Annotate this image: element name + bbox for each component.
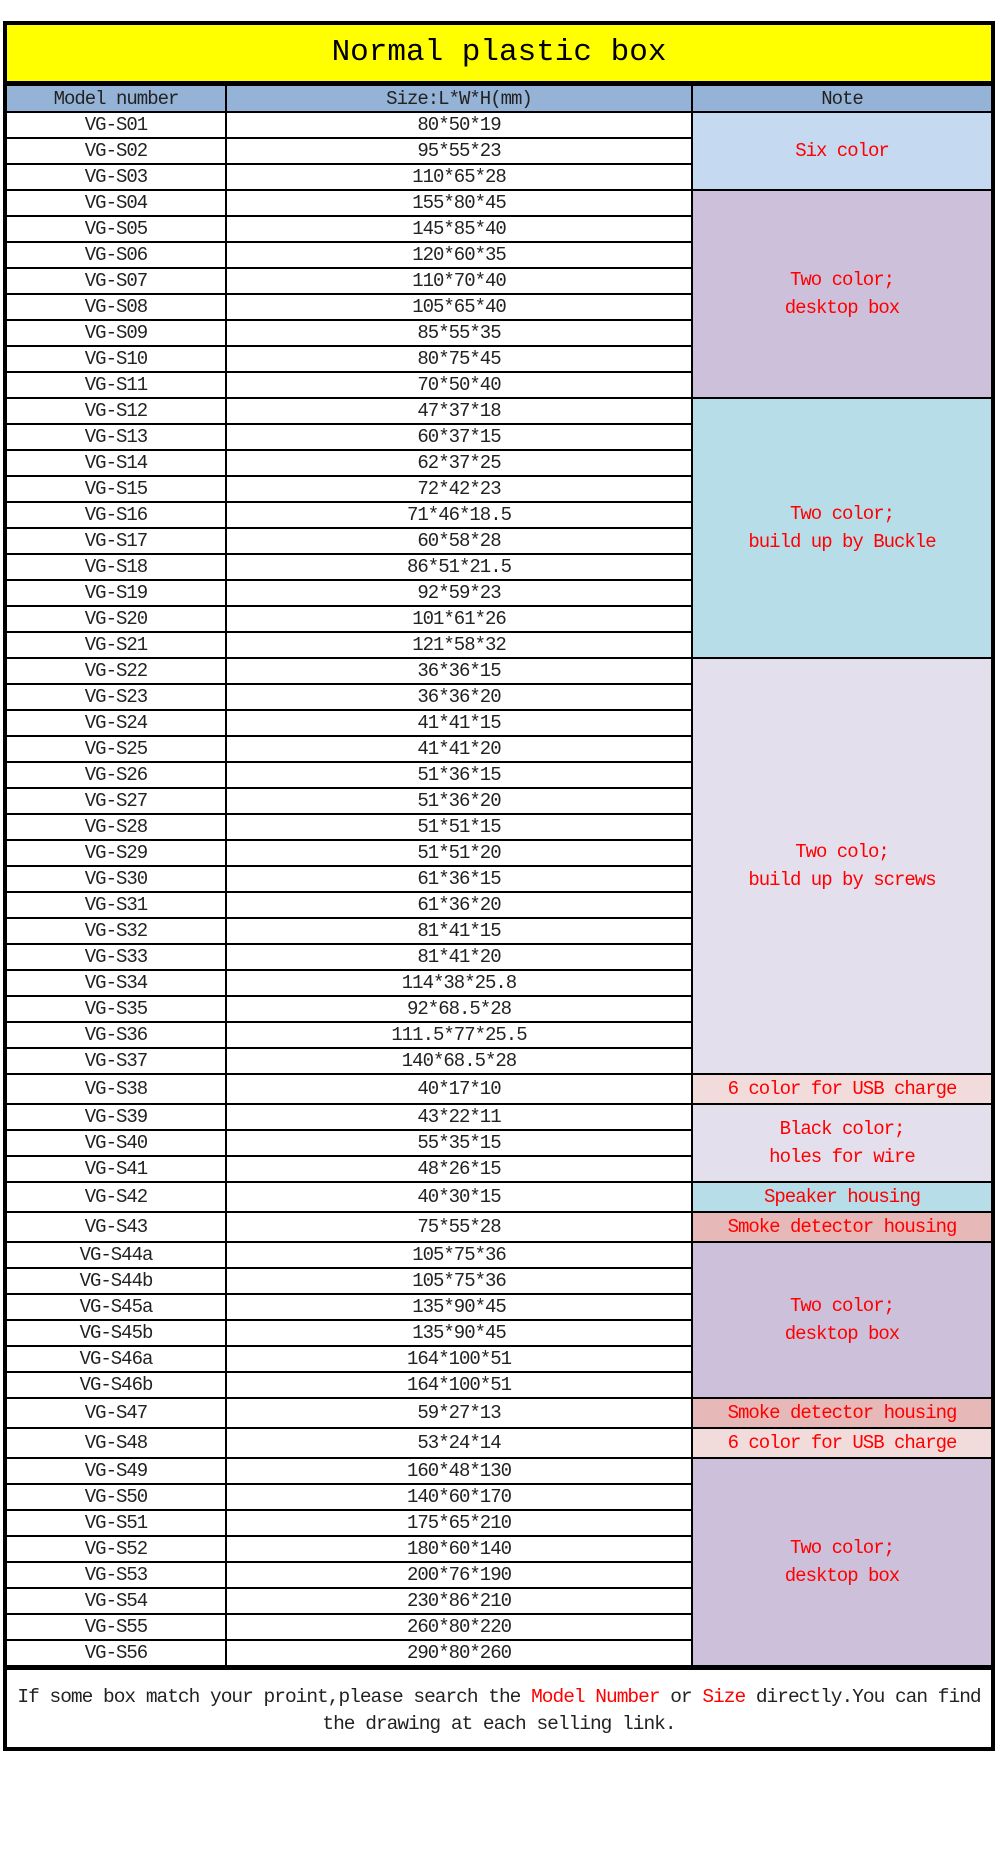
- size-cell: 80*50*19: [226, 112, 692, 138]
- model-cell: VG-S08: [7, 294, 226, 320]
- model-cell: VG-S25: [7, 736, 226, 762]
- model-cell: VG-S13: [7, 424, 226, 450]
- model-cell: VG-S53: [7, 1562, 226, 1588]
- size-cell: 60*37*15: [226, 424, 692, 450]
- header-note: Note: [692, 85, 991, 112]
- size-cell: 290*80*260: [226, 1640, 692, 1666]
- table-header-row: [7, 85, 991, 112]
- model-cell: VG-S48: [7, 1428, 226, 1458]
- size-cell: 160*48*130: [226, 1458, 692, 1484]
- table-body: [7, 112, 991, 1666]
- size-cell: 110*70*40: [226, 268, 692, 294]
- model-cell: VG-S29: [7, 840, 226, 866]
- size-cell: 135*90*45: [226, 1320, 692, 1346]
- model-cell: VG-S39: [7, 1104, 226, 1130]
- size-cell: 41*41*15: [226, 710, 692, 736]
- size-cell: 36*36*20: [226, 684, 692, 710]
- size-cell: 47*37*18: [226, 398, 692, 424]
- size-cell: 80*75*45: [226, 346, 692, 372]
- model-cell: VG-S04: [7, 190, 226, 216]
- model-cell: VG-S50: [7, 1484, 226, 1510]
- model-cell: VG-S52: [7, 1536, 226, 1562]
- model-cell: VG-S44a: [7, 1242, 226, 1268]
- footer-text-1: If some box match your proint,please search the: [17, 1686, 532, 1708]
- model-cell: VG-S32: [7, 918, 226, 944]
- size-cell: 51*36*20: [226, 788, 692, 814]
- model-cell: VG-S02: [7, 138, 226, 164]
- model-cell: VG-S20: [7, 606, 226, 632]
- size-cell: 36*36*15: [226, 658, 692, 684]
- model-cell: VG-S24: [7, 710, 226, 736]
- note-cell: Smoke detector housing: [692, 1212, 991, 1242]
- model-cell: VG-S10: [7, 346, 226, 372]
- model-cell: VG-S49: [7, 1458, 226, 1484]
- size-cell: 105*65*40: [226, 294, 692, 320]
- model-cell: VG-S40: [7, 1130, 226, 1156]
- model-cell: VG-S18: [7, 554, 226, 580]
- note-cell: 6 color for USB charge: [692, 1074, 991, 1104]
- model-cell: VG-S23: [7, 684, 226, 710]
- size-cell: 61*36*15: [226, 866, 692, 892]
- model-cell: VG-S06: [7, 242, 226, 268]
- model-cell: VG-S09: [7, 320, 226, 346]
- model-cell: VG-S28: [7, 814, 226, 840]
- note-cell: Two color; build up by Buckle: [692, 398, 991, 658]
- footer-note: [7, 1667, 991, 1747]
- table-row: [7, 1182, 991, 1212]
- model-cell: VG-S46b: [7, 1372, 226, 1398]
- header-model-number: Model number: [7, 85, 226, 112]
- size-cell: 51*51*15: [226, 814, 692, 840]
- note-cell: Two color; desktop box: [692, 190, 991, 398]
- footer-text-2: or: [659, 1686, 703, 1708]
- size-cell: 175*65*210: [226, 1510, 692, 1536]
- size-cell: 180*60*140: [226, 1536, 692, 1562]
- size-cell: 230*86*210: [226, 1588, 692, 1614]
- size-cell: 140*60*170: [226, 1484, 692, 1510]
- page-title: Normal plastic box: [7, 25, 991, 84]
- size-cell: 105*75*36: [226, 1268, 692, 1294]
- footer-text-3: directly.You can find the drawing at each selling link.: [322, 1686, 981, 1735]
- size-cell: 43*22*11: [226, 1104, 692, 1130]
- model-cell: VG-S34: [7, 970, 226, 996]
- table-row: [7, 1212, 991, 1242]
- table-row: [7, 190, 991, 216]
- model-cell: VG-S38: [7, 1074, 226, 1104]
- model-cell: VG-S33: [7, 944, 226, 970]
- model-cell: VG-S11: [7, 372, 226, 398]
- model-cell: VG-S30: [7, 866, 226, 892]
- size-cell: 260*80*220: [226, 1614, 692, 1640]
- model-cell: VG-S41: [7, 1156, 226, 1182]
- size-cell: 72*42*23: [226, 476, 692, 502]
- model-cell: VG-S47: [7, 1398, 226, 1428]
- size-cell: 81*41*15: [226, 918, 692, 944]
- table-row: [7, 1398, 991, 1428]
- size-cell: 40*30*15: [226, 1182, 692, 1212]
- size-cell: 200*76*190: [226, 1562, 692, 1588]
- model-cell: VG-S55: [7, 1614, 226, 1640]
- footer-highlight-model-number: Model Number: [531, 1686, 660, 1708]
- table-row: [7, 1428, 991, 1458]
- size-cell: 155*80*45: [226, 190, 692, 216]
- size-cell: 51*36*15: [226, 762, 692, 788]
- model-cell: VG-S07: [7, 268, 226, 294]
- size-cell: 85*55*35: [226, 320, 692, 346]
- model-cell: VG-S16: [7, 502, 226, 528]
- model-cell: VG-S42: [7, 1182, 226, 1212]
- table-row: [7, 112, 991, 138]
- size-cell: 111.5*77*25.5: [226, 1022, 692, 1048]
- footer-highlight-size: Size: [702, 1686, 746, 1708]
- model-cell: VG-S36: [7, 1022, 226, 1048]
- header-size: Size:L*W*H(mm): [226, 85, 692, 112]
- model-cell: VG-S03: [7, 164, 226, 190]
- size-cell: 40*17*10: [226, 1074, 692, 1104]
- size-cell: 70*50*40: [226, 372, 692, 398]
- model-cell: VG-S45a: [7, 1294, 226, 1320]
- note-cell: Speaker housing: [692, 1182, 991, 1212]
- size-cell: 164*100*51: [226, 1372, 692, 1398]
- size-cell: 145*85*40: [226, 216, 692, 242]
- size-cell: 92*68.5*28: [226, 996, 692, 1022]
- model-cell: VG-S44b: [7, 1268, 226, 1294]
- size-cell: 92*59*23: [226, 580, 692, 606]
- table-row: [7, 1458, 991, 1484]
- size-cell: 110*65*28: [226, 164, 692, 190]
- model-cell: VG-S43: [7, 1212, 226, 1242]
- model-cell: VG-S31: [7, 892, 226, 918]
- size-cell: 140*68.5*28: [226, 1048, 692, 1074]
- model-cell: VG-S27: [7, 788, 226, 814]
- note-cell: Two colo; build up by screws: [692, 658, 991, 1074]
- model-cell: VG-S22: [7, 658, 226, 684]
- size-cell: 53*24*14: [226, 1428, 692, 1458]
- table-row: [7, 1242, 991, 1268]
- size-cell: 41*41*20: [226, 736, 692, 762]
- model-cell: VG-S14: [7, 450, 226, 476]
- model-cell: VG-S26: [7, 762, 226, 788]
- size-cell: 135*90*45: [226, 1294, 692, 1320]
- note-cell: Six color: [692, 112, 991, 190]
- size-cell: 59*27*13: [226, 1398, 692, 1428]
- model-cell: VG-S21: [7, 632, 226, 658]
- size-cell: 48*26*15: [226, 1156, 692, 1182]
- model-cell: VG-S46a: [7, 1346, 226, 1372]
- model-cell: VG-S15: [7, 476, 226, 502]
- model-cell: VG-S37: [7, 1048, 226, 1074]
- size-cell: 120*60*35: [226, 242, 692, 268]
- size-cell: 71*46*18.5: [226, 502, 692, 528]
- model-cell: VG-S54: [7, 1588, 226, 1614]
- size-cell: 51*51*20: [226, 840, 692, 866]
- size-cell: 121*58*32: [226, 632, 692, 658]
- size-cell: 75*55*28: [226, 1212, 692, 1242]
- model-cell: VG-S12: [7, 398, 226, 424]
- product-table-sheet: [3, 21, 995, 1751]
- note-cell: Two color; desktop box: [692, 1458, 991, 1666]
- model-cell: VG-S35: [7, 996, 226, 1022]
- model-cell: VG-S45b: [7, 1320, 226, 1346]
- size-cell: 55*35*15: [226, 1130, 692, 1156]
- table-row: [7, 1104, 991, 1130]
- size-cell: 164*100*51: [226, 1346, 692, 1372]
- size-cell: 101*61*26: [226, 606, 692, 632]
- product-table: [7, 84, 991, 1667]
- model-cell: VG-S56: [7, 1640, 226, 1666]
- size-cell: 114*38*25.8: [226, 970, 692, 996]
- model-cell: VG-S17: [7, 528, 226, 554]
- note-cell: 6 color for USB charge: [692, 1428, 991, 1458]
- table-row: [7, 1074, 991, 1104]
- size-cell: 81*41*20: [226, 944, 692, 970]
- size-cell: 60*58*28: [226, 528, 692, 554]
- model-cell: VG-S19: [7, 580, 226, 606]
- model-cell: VG-S05: [7, 216, 226, 242]
- note-cell: Black color; holes for wire: [692, 1104, 991, 1182]
- size-cell: 105*75*36: [226, 1242, 692, 1268]
- model-cell: VG-S51: [7, 1510, 226, 1536]
- size-cell: 86*51*21.5: [226, 554, 692, 580]
- note-cell: Smoke detector housing: [692, 1398, 991, 1428]
- table-row: [7, 658, 991, 684]
- size-cell: 62*37*25: [226, 450, 692, 476]
- size-cell: 95*55*23: [226, 138, 692, 164]
- size-cell: 61*36*20: [226, 892, 692, 918]
- table-row: [7, 398, 991, 424]
- note-cell: Two color; desktop box: [692, 1242, 991, 1398]
- model-cell: VG-S01: [7, 112, 226, 138]
